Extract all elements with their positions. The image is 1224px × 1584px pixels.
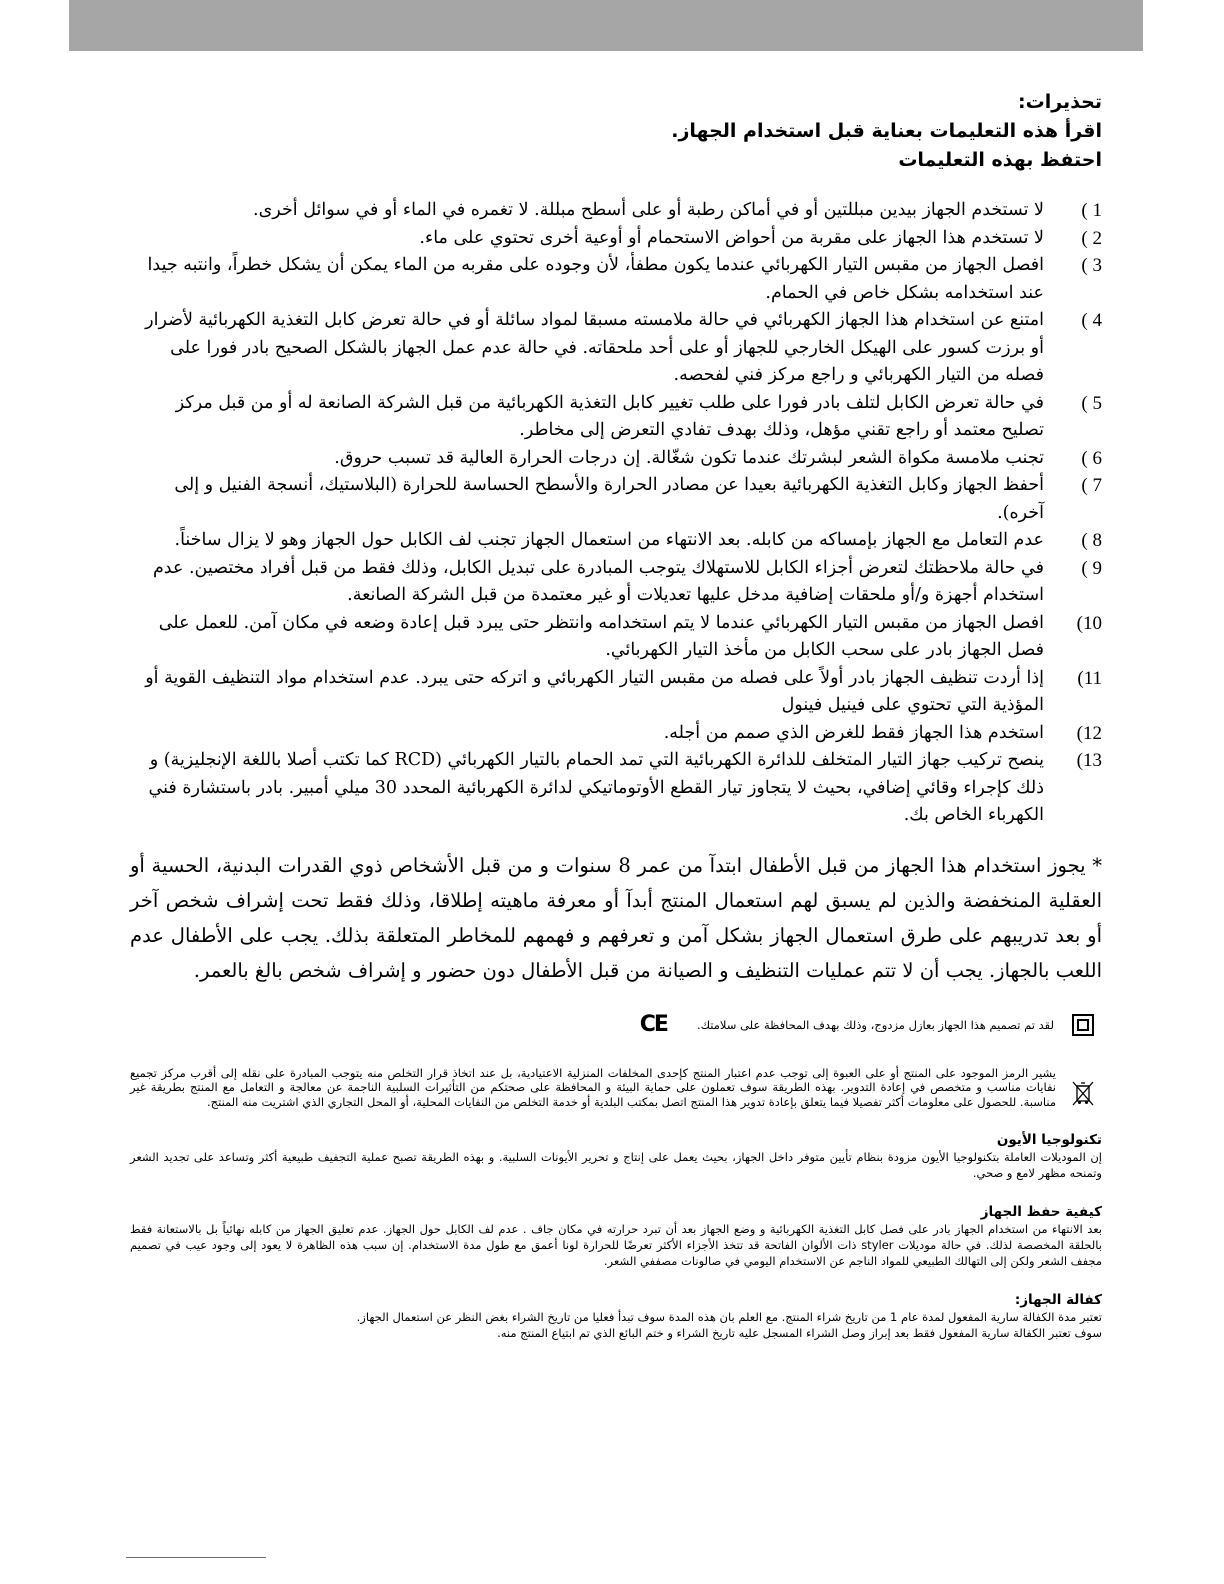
item-number: 4 ) bbox=[1081, 310, 1102, 331]
list-item bbox=[130, 197, 1102, 225]
keep-instructions-heading: احتفظ بهذه التعليمات bbox=[898, 149, 1102, 171]
top-banner bbox=[69, 0, 1143, 51]
ion-technology-title: تكنولوجيا الأيون bbox=[996, 1132, 1102, 1148]
list-item bbox=[130, 720, 1102, 748]
safety-rules-list bbox=[130, 197, 1102, 830]
item-number: 11) bbox=[1077, 667, 1102, 689]
read-instructions-heading: اقرأ هذه التعليمات بعناية قبل استخدام الجهاز. bbox=[671, 120, 1102, 142]
warranty-line-1: تعتبر مدة الكفالة سارية المفعول لمدة عام 1 من تاريخ شراء المنتج. مع العلم بان هذه المدة سوف تبدأ فعليا من تاريخ الشراء بغض النظر عن استعمال الجهاز. bbox=[356, 1310, 1102, 1324]
item-text: افصل الجهاز من مقبس التيار الكهربائي عندما يكون مطفأ، لأن وجوده على مقربه من الماء يمكن أن يشكل خطراً، وانتبه جيدا عند استخدامه بشكل خاص في الحمام. bbox=[147, 255, 1044, 303]
item-number: 2 ) bbox=[1081, 227, 1102, 249]
double-insulation-icon bbox=[1064, 1014, 1102, 1036]
double-insulation-text: لقد تم تصميم هذا الجهاز بعازل مزدوج، وذلك بهدف المحافظة على سلامتك. bbox=[696, 1017, 1054, 1032]
item-number: 6 ) bbox=[1081, 447, 1102, 469]
warranty-line-2: سوف تعتبر الكفالة سارية المفعول فقط بعد إبراز وصل الشراء المسجل عليه تاريخ الشراء و ختم البائع الذي تم ابتياع المنتج منه. bbox=[497, 1326, 1102, 1340]
item-text: لا تستخدم هذا الجهاز على مقربة من أحواض الاستحمام أو أوعية أخرى تحتوي على ماء. bbox=[419, 227, 1044, 248]
list-item bbox=[130, 610, 1102, 665]
item-number: 12) bbox=[1076, 722, 1102, 744]
item-number: 9 ) bbox=[1081, 557, 1102, 579]
list-item bbox=[130, 307, 1102, 390]
item-text: امتنع عن استخدام هذا الجهاز الكهربائي في حالة ملامسته مسبقا لمواد سائلة أو في حالة تعرض كابل التغذية الكهربائية لأضرار أو برزت كسور على الهيكل الخارجي للجهاز أو على أحد ملحقاته. في حالة عدم عمل الجهاز بالشكل الصحيح بادر فورا على فصله من التيار الكهربائي و راجع مركز فني لفحصه. bbox=[145, 310, 1044, 385]
item-text: افصل الجهاز من مقبس التيار الكهربائي عندما لا يتم استخدامه وانتظر حتى يبرد قبل إعادة وضعه في مكان آمن. للعمل على فصل الجهاز بادر على سحب الكابل من مأخذ التيار الكهربائي. bbox=[158, 612, 1044, 660]
item-number: 1 ) bbox=[1081, 200, 1102, 221]
item-text: لا تستخدم الجهاز بيدين مبللتين أو في أماكن رطبة أو على أسطح مبللة. لا تغمره في الماء أو في سوائل أخرى. bbox=[253, 200, 1044, 220]
item-number: 3 ) bbox=[1081, 255, 1102, 276]
list-item bbox=[130, 225, 1102, 253]
item-text: عدم التعامل مع الجهاز بإمساكه من كابله. بعد الانتهاء من استعمال الجهاز تجنب لف الكابل حول الجهاز وهو لا يزال ساخناً. bbox=[174, 530, 1044, 550]
item-text: تجنب ملامسة مكواة الشعر لبشرتك عندما تكون شغّالة. إن درجات الحرارة العالية قد تسبب حروق. bbox=[334, 447, 1044, 468]
item-number: 8 ) bbox=[1081, 530, 1102, 551]
warranty-title: كفالة الجهاز: bbox=[1014, 1292, 1102, 1308]
footer-rule bbox=[126, 1557, 266, 1558]
item-text: أحفظ الجهاز وكابل التغذية الكهربائية بعيدا عن مصادر الحرارة والأسطح الحساسة للحرارة (البلاستيك، أنسجة الفنيل و إلى آخره). bbox=[174, 475, 1044, 523]
list-item bbox=[130, 445, 1102, 473]
children-usage-note: * يجوز استخدام هذا الجهاز من قبل الأطفال ابتدآ من عمر 8 سنوات و من قبل الأشخاص ذوي القدرات البدنية، الحسية أو العقلية المنخفضة والذين لم يسبق لهم استعمال المنتج أبدآ أو معرفة ماهيته إطلاقا، وذلك فقط تحت إشراف شخص آخر أو بعد تدريبهم على طرق استعمال الجهاز بشكل آمن و تعرفهم و فهمهم للمخاطر المتعلقة بذلك. يجب على الأطفال عدم اللعب بالجهاز. يجب أن لا تتم عمليات التنظيف و الصيانة من قبل الأطفال دون حضور و إشراف شخص بالغ بالعمر. bbox=[130, 853, 1102, 982]
list-item bbox=[130, 665, 1102, 720]
item-number: 5 ) bbox=[1081, 392, 1102, 414]
item-text: إذا أردت تنظيف الجهاز بادر أولاً على فصله من مقبس التيار الكهربائي و اتركه حتى يبرد. عدم استخدام مواد التنظيف القوية أو المؤذية التي تحتوي على فينيل فينول bbox=[145, 667, 1044, 715]
list-item bbox=[130, 390, 1102, 445]
crossed-bin-icon bbox=[1064, 1066, 1102, 1106]
warnings-title: تحذيرات: bbox=[1018, 91, 1102, 113]
weee-row bbox=[130, 1066, 1102, 1110]
item-text: في حالة تعرض الكابل لتلف بادر فورا على طلب تغيير كابل التغذية الكهربائية من قبل الشركة الصانعة له أو من قبل مركز تصليح معتمد أو راجع تقني مؤهل، وذلك بهدف تفادي التعرض إلى مخاطر. bbox=[175, 392, 1044, 440]
item-number: 13) bbox=[1076, 750, 1102, 771]
item-number: 10) bbox=[1076, 612, 1102, 634]
list-item bbox=[130, 252, 1102, 307]
item-number: 7 ) bbox=[1081, 475, 1102, 496]
list-item bbox=[130, 747, 1102, 830]
storage-title: كيفية حفظ الجهاز bbox=[980, 1204, 1102, 1220]
weee-disposal-text: يشير الرمز الموجود على المنتج أو على العبوة إلى توجب عدم اعتبار المنتج كإحدى المخلفات المنزلية الاعتيادية، بل عند اتخاذ قرار التخلص منه يتوجب المبادرة على نقله إلى أقرب مركز تجميع نفايات مناسب و متخصص في إعادة التدوير. بهذه الطريقة سوف تعملون على حماية البيئة و المحافظة على صحتكم من التأثيرات السلبية الناجمة عن معالجة و التعامل مع المنتج بطريقة غير مناسبة. للحصول على معلومات أكثر تفصيلا فيما يتعلق بإعادة تدوير هذا المنتج اتصل بمكتب البلدية أو خدمة التخلص من النفايات المحلية، أو المحل التجاري الذي اشتريت منه المنتج. bbox=[130, 1065, 1056, 1109]
list-item bbox=[130, 527, 1102, 555]
item-text: استخدم هذا الجهاز فقط للغرض الذي صمم من أجله. bbox=[663, 722, 1044, 743]
item-text: ينصح تركيب جهاز التيار المتخلف للدائرة الكهربائية التي تمد الحمام بالتيار الكهربائي (RCD كما تكتب أصلا باللغة الإنجليزية) و ذلك كإجراء وقائي إضافي، بحيث لا يتجاوز تيار القطع الأوتوماتيكي لدائرة الكهربائية المحدد 30 ميلي أمبير. بادر باستشارة فني الكهرباء الخاص بك. bbox=[148, 750, 1044, 825]
ion-technology-text: إن الموديلات العاملة بتكنولوجيا الأيون مزودة بنظام تأيين متوفر داخل الجهاز، بحيث يعمل على إنتاج و تحرير الأيونات السلبية. و بهذه الطريقة تصبح عملية التجفيف طبيعية أكثر وتساعد على تجديد الشعر وتمنحه مظهر لامع و صحي. bbox=[130, 1150, 1102, 1180]
double-insulation-row bbox=[130, 1011, 1102, 1037]
list-item bbox=[130, 555, 1102, 610]
ce-mark-icon: CE bbox=[639, 1011, 667, 1037]
item-text: في حالة ملاحظتك لتعرض أجزاء الكابل للاستهلاك يتوجب المبادرة على تبديل الكابل، وذلك فقط من قبل أفراد مختصين. عدم استخدام أجهزة و/أو ملحقات إضافية مدخل عليها تعديلات أو غير معتمدة من قبل الشركة الصانعة. bbox=[152, 557, 1044, 605]
warnings-page bbox=[130, 88, 1102, 1341]
list-item bbox=[130, 472, 1102, 527]
storage-text: بعد الانتهاء من استخدام الجهاز بادر على فصل كابل التغذية الكهربائية و وضع الجهاز بعد أن تبرد حرارته في مكان جاف . عدم لف الكابل حول الجهاز. عدم تعليق الجهاز من كابله نهائياً بل بالاستعانة فقط بالحلقة المخصصة لذلك. في حالة موديلات styler ذات الألوان الفاتحة قد تتخذ الأجزاء الأكثر تعرضًا للحرارة لونا أعمق مع طول مدة الاستخدام. إن سبب هذه الظاهرة لا يعود إلى وجود عيب في تصميم مجفف الشعر ولكن إلى التهالك الطبيعي للمواد الناجم عن الاستخدام اليومي في صالونات مصففي الشعر. bbox=[130, 1222, 1102, 1268]
